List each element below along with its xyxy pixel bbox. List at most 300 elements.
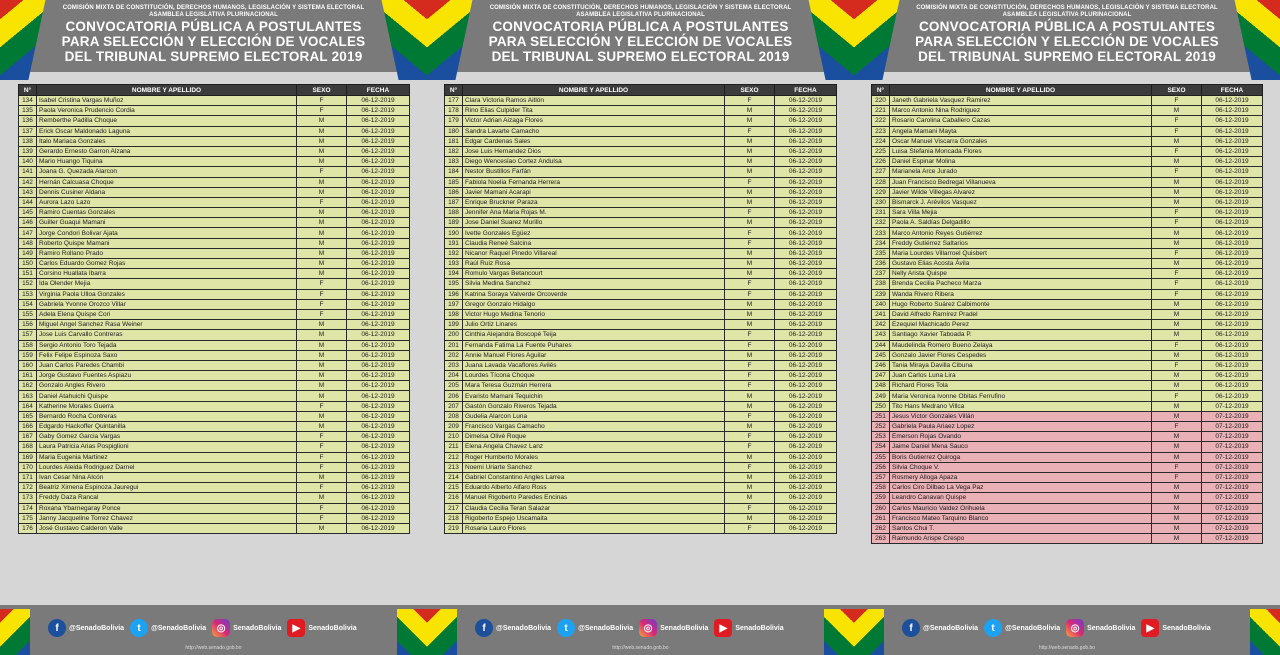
cell-num: 192 bbox=[445, 248, 463, 258]
youtube-link[interactable]: ▶ SenadoBolivia bbox=[287, 619, 356, 637]
cell-sex: M bbox=[1152, 320, 1202, 330]
cell-sex: M bbox=[297, 136, 347, 146]
table-row bbox=[872, 197, 1263, 207]
cell-date: 06-12-2019 bbox=[775, 289, 837, 299]
cell-name: Gudelia Alarcon Luna bbox=[463, 411, 725, 421]
table-row bbox=[445, 238, 837, 248]
cell-date: 06-12-2019 bbox=[347, 472, 410, 482]
cell-name: Victor Hugo Medina Tenorio bbox=[463, 309, 725, 319]
cell-date: 06-12-2019 bbox=[775, 401, 837, 411]
cell-sex: M bbox=[297, 126, 347, 136]
cell-num: 215 bbox=[445, 483, 463, 493]
cell-num: 143 bbox=[19, 187, 37, 197]
cell-sex: M bbox=[725, 116, 775, 126]
cell-sex: M bbox=[297, 391, 347, 401]
cell-num: 261 bbox=[872, 513, 890, 523]
table-row bbox=[445, 116, 837, 126]
cell-num: 263 bbox=[872, 534, 890, 544]
cell-sex: M bbox=[297, 238, 347, 248]
cell-date: 06-12-2019 bbox=[775, 503, 837, 513]
cell-name: Dimelsa Olivé Roque bbox=[463, 432, 725, 442]
cell-date: 06-12-2019 bbox=[775, 238, 837, 248]
cell-sex: M bbox=[297, 228, 347, 238]
cell-name: Mara Teresa Guzmán Herrera bbox=[463, 381, 725, 391]
cell-date: 06-12-2019 bbox=[775, 493, 837, 503]
cell-num: 236 bbox=[872, 259, 890, 269]
cell-name: Ida Olender Mejia bbox=[37, 279, 297, 289]
facebook-link[interactable]: f @SenadoBolivia bbox=[48, 619, 124, 637]
cell-date: 06-12-2019 bbox=[775, 472, 837, 482]
table-row bbox=[19, 432, 410, 442]
cell-sex: M bbox=[297, 350, 347, 360]
cell-sex: M bbox=[1152, 187, 1202, 197]
cell-date: 06-12-2019 bbox=[347, 96, 410, 106]
cell-date: 06-12-2019 bbox=[775, 422, 837, 432]
cell-name: Gabriel Constantino Angles Larrea bbox=[463, 472, 725, 482]
instagram-link[interactable]: ◎ SenadoBolivia bbox=[639, 619, 708, 637]
cell-sex: M bbox=[1152, 299, 1202, 309]
cell-num: 241 bbox=[872, 309, 890, 319]
youtube-link[interactable]: ▶ SenadoBolivia bbox=[714, 619, 783, 637]
instagram-link[interactable]: ◎ SenadoBolivia bbox=[1066, 619, 1135, 637]
panel-1 bbox=[0, 0, 427, 655]
cell-sex: M bbox=[1152, 432, 1202, 442]
cell-name: Remberthe Padilla Choque bbox=[37, 116, 297, 126]
social-links bbox=[48, 619, 357, 637]
cell-num: 214 bbox=[445, 472, 463, 482]
cell-name: Gastón Gonzalo Riveros Tejada bbox=[463, 401, 725, 411]
cell-date: 06-12-2019 bbox=[775, 126, 837, 136]
cell-sex: F bbox=[725, 238, 775, 248]
cell-num: 202 bbox=[445, 350, 463, 360]
cell-num: 205 bbox=[445, 381, 463, 391]
cell-date: 06-12-2019 bbox=[347, 279, 410, 289]
cell-name: Richard Flores Tola bbox=[890, 381, 1152, 391]
table-row bbox=[19, 462, 410, 472]
cell-name: Gaby Gomez Garcia Vargas bbox=[37, 432, 297, 442]
twitter-icon: t bbox=[130, 619, 148, 637]
table-row bbox=[445, 96, 837, 106]
cell-num: 189 bbox=[445, 218, 463, 228]
cell-name: Tania Miraya Davilla Cibuna bbox=[890, 360, 1152, 370]
table-row bbox=[872, 269, 1263, 279]
panel-3 bbox=[854, 0, 1280, 655]
cell-date: 06-12-2019 bbox=[347, 523, 410, 533]
cell-sex: F bbox=[1152, 360, 1202, 370]
cell-sex: M bbox=[725, 309, 775, 319]
table-row bbox=[19, 269, 410, 279]
cell-name: Wanda Rivero Ribera bbox=[890, 289, 1152, 299]
table-row bbox=[872, 534, 1263, 544]
table-row bbox=[872, 452, 1263, 462]
cell-sex: F bbox=[1152, 269, 1202, 279]
cell-sex: M bbox=[1152, 381, 1202, 391]
cell-date: 07-12-2019 bbox=[1202, 401, 1263, 411]
table-row bbox=[445, 411, 837, 421]
cell-sex: M bbox=[725, 146, 775, 156]
table-row bbox=[872, 167, 1263, 177]
cell-sex: F bbox=[1152, 116, 1202, 126]
table-row bbox=[445, 299, 837, 309]
cell-num: 230 bbox=[872, 197, 890, 207]
cell-name: Enrique Bruckner Paraza bbox=[463, 197, 725, 207]
table-row bbox=[445, 279, 837, 289]
cell-name: Guiller Guaqui Mamani bbox=[37, 218, 297, 228]
footer-banner bbox=[427, 605, 854, 655]
cell-name: Jose Luis Hernandez Dios bbox=[463, 146, 725, 156]
cell-sex: M bbox=[725, 218, 775, 228]
footer-banner bbox=[0, 605, 427, 655]
cell-name: Diego Wenceslao Cortez Andulsa bbox=[463, 157, 725, 167]
cell-sex: M bbox=[297, 472, 347, 482]
cell-num: 180 bbox=[445, 126, 463, 136]
cell-sex: M bbox=[1152, 259, 1202, 269]
cell-name: Noemi Uriarte Sanchez bbox=[463, 462, 725, 472]
cell-sex: F bbox=[1152, 422, 1202, 432]
table-row bbox=[872, 218, 1263, 228]
cell-sex: F bbox=[725, 96, 775, 106]
table-row bbox=[445, 513, 837, 523]
cell-name: Marco Antonio Reyes Gutiérrez bbox=[890, 228, 1152, 238]
facebook-icon: f bbox=[48, 619, 66, 637]
col-header-name: NOMBRE Y APELLIDO bbox=[463, 85, 725, 96]
table-row bbox=[445, 136, 837, 146]
cell-name: Hernán Calcuasa Choque bbox=[37, 177, 297, 187]
cell-num: 259 bbox=[872, 493, 890, 503]
cell-name: Francisco Vargas Camacho bbox=[463, 422, 725, 432]
table-row bbox=[445, 259, 837, 269]
footer-url[interactable]: http://web.senado.gob.bo bbox=[1038, 645, 1096, 651]
cell-name: Maria Eugenia Martinez bbox=[37, 452, 297, 462]
cell-sex: F bbox=[725, 462, 775, 472]
table-row bbox=[445, 228, 837, 238]
cell-num: 176 bbox=[19, 523, 37, 533]
candidates-table-2 bbox=[444, 84, 837, 534]
cell-date: 06-12-2019 bbox=[775, 320, 837, 330]
cell-num: 211 bbox=[445, 442, 463, 452]
cell-date: 06-12-2019 bbox=[775, 106, 837, 116]
cell-name: Jorge Gustavo Fuentes Aspiazu bbox=[37, 371, 297, 381]
cell-date: 06-12-2019 bbox=[347, 340, 410, 350]
cell-num: 151 bbox=[19, 269, 37, 279]
table-row bbox=[872, 187, 1263, 197]
cell-date: 06-12-2019 bbox=[775, 452, 837, 462]
cell-name: Ivan Cesar Nina Alcón bbox=[37, 472, 297, 482]
youtube-icon: ▶ bbox=[714, 619, 732, 637]
table-row bbox=[872, 391, 1263, 401]
twitter-link[interactable]: t @SenadoBolivia bbox=[984, 619, 1060, 637]
cell-name: Gonzalo Javier Flores Cespedes bbox=[890, 350, 1152, 360]
cell-num: 213 bbox=[445, 462, 463, 472]
cell-name: Jennifer Ana Maria Rojas M. bbox=[463, 208, 725, 218]
cell-num: 225 bbox=[872, 146, 890, 156]
cell-name: Roger Humberto Morales bbox=[463, 452, 725, 462]
twitter-link[interactable]: t @SenadoBolivia bbox=[557, 619, 633, 637]
cell-sex: M bbox=[1152, 106, 1202, 116]
cell-date: 06-12-2019 bbox=[347, 197, 410, 207]
cell-name: Jose Daniel Suarez Murillo bbox=[463, 218, 725, 228]
table-row bbox=[19, 360, 410, 370]
table-row bbox=[19, 106, 410, 116]
cell-num: 231 bbox=[872, 208, 890, 218]
cell-name: Beatriz Ximena Espinoza Jauregui bbox=[37, 483, 297, 493]
cell-name: Katherine Morales Guerra bbox=[37, 401, 297, 411]
cell-date: 07-12-2019 bbox=[1202, 432, 1263, 442]
table-row bbox=[19, 126, 410, 136]
cell-num: 171 bbox=[19, 472, 37, 482]
cell-sex: F bbox=[1152, 289, 1202, 299]
cell-num: 249 bbox=[872, 391, 890, 401]
cell-name: Gerardo Ernesto Garron Alzana bbox=[37, 146, 297, 156]
cell-num: 242 bbox=[872, 320, 890, 330]
cell-sex: F bbox=[1152, 167, 1202, 177]
cell-name: Leandro Canavan Quispe bbox=[890, 493, 1152, 503]
cell-date: 06-12-2019 bbox=[347, 401, 410, 411]
cell-sex: M bbox=[725, 472, 775, 482]
cell-name: Juan Francisco Bedregal Villanueva bbox=[890, 177, 1152, 187]
header-subtitle: COMISIÓN MIXTA DE CONSTITUCIÓN, DERECHOS HUMANOS, LEGISLACIÓN Y SISTEMA ELECTORAL ASAMBLEA LEGISLATIVA PLURINACIONAL bbox=[489, 5, 792, 18]
cell-num: 150 bbox=[19, 259, 37, 269]
cell-sex: M bbox=[725, 350, 775, 360]
table-row bbox=[19, 116, 410, 126]
cell-num: 207 bbox=[445, 401, 463, 411]
cell-date: 06-12-2019 bbox=[775, 269, 837, 279]
cell-sex: M bbox=[297, 411, 347, 421]
cell-num: 223 bbox=[872, 126, 890, 136]
cell-name: Bismarck J. Arévilos Vasquez bbox=[890, 197, 1152, 207]
cell-num: 257 bbox=[872, 472, 890, 482]
col-header-num: N° bbox=[19, 85, 37, 96]
cell-date: 06-12-2019 bbox=[775, 462, 837, 472]
cell-sex: F bbox=[1152, 340, 1202, 350]
cell-date: 06-12-2019 bbox=[775, 177, 837, 187]
cell-num: 234 bbox=[872, 238, 890, 248]
cell-date: 06-12-2019 bbox=[775, 136, 837, 146]
cell-name: Boris Gutierrez Quiroga bbox=[890, 452, 1152, 462]
cell-num: 162 bbox=[19, 381, 37, 391]
social-links bbox=[902, 619, 1211, 637]
cell-sex: F bbox=[1152, 391, 1202, 401]
cell-num: 226 bbox=[872, 157, 890, 167]
cell-sex: F bbox=[297, 513, 347, 523]
table-row bbox=[445, 248, 837, 258]
cell-sex: F bbox=[1152, 218, 1202, 228]
cell-name: Daniel Espinar Molina bbox=[890, 157, 1152, 167]
cell-date: 06-12-2019 bbox=[1202, 238, 1263, 248]
cell-sex: F bbox=[297, 503, 347, 513]
cell-num: 159 bbox=[19, 350, 37, 360]
cell-num: 145 bbox=[19, 208, 37, 218]
table-row bbox=[19, 228, 410, 238]
twitter-icon: t bbox=[984, 619, 1002, 637]
cell-date: 06-12-2019 bbox=[775, 299, 837, 309]
youtube-link[interactable]: ▶ SenadoBolivia bbox=[1141, 619, 1210, 637]
cell-sex: M bbox=[725, 157, 775, 167]
cell-name: Raimundo Arispe Crespo bbox=[890, 534, 1152, 544]
cell-sex: F bbox=[297, 96, 347, 106]
table-row bbox=[19, 411, 410, 421]
cell-date: 06-12-2019 bbox=[1202, 309, 1263, 319]
table-row bbox=[19, 177, 410, 187]
cell-num: 170 bbox=[19, 462, 37, 472]
table-row bbox=[872, 299, 1263, 309]
cell-num: 191 bbox=[445, 238, 463, 248]
cell-date: 06-12-2019 bbox=[347, 289, 410, 299]
cell-sex: M bbox=[297, 330, 347, 340]
cell-num: 260 bbox=[872, 503, 890, 513]
cell-name: Maria Lourdes Villarroel Quisbert bbox=[890, 248, 1152, 258]
cell-date: 06-12-2019 bbox=[1202, 116, 1263, 126]
table-row bbox=[872, 340, 1263, 350]
cell-date: 06-12-2019 bbox=[347, 259, 410, 269]
cell-name: Roberto Quispe Mamani bbox=[37, 238, 297, 248]
cell-date: 06-12-2019 bbox=[347, 177, 410, 187]
cell-name: Mario Huango Tiquina bbox=[37, 157, 297, 167]
instagram-link[interactable]: ◎ SenadoBolivia bbox=[212, 619, 281, 637]
cell-num: 254 bbox=[872, 442, 890, 452]
table-row bbox=[19, 208, 410, 218]
cell-name: Victor Adrian Aizaga Flores bbox=[463, 116, 725, 126]
cell-name: Rigoberto Espejo Uscamaita bbox=[463, 513, 725, 523]
cell-date: 06-12-2019 bbox=[347, 422, 410, 432]
cell-num: 247 bbox=[872, 371, 890, 381]
twitter-link[interactable]: t @SenadoBolivia bbox=[130, 619, 206, 637]
cell-sex: M bbox=[725, 187, 775, 197]
cell-date: 06-12-2019 bbox=[347, 371, 410, 381]
cell-date: 06-12-2019 bbox=[347, 452, 410, 462]
cell-name: Felix Felipe Espinoza Saxo bbox=[37, 350, 297, 360]
cell-date: 06-12-2019 bbox=[347, 238, 410, 248]
cell-num: 164 bbox=[19, 401, 37, 411]
header-title: CONVOCATORIA PÚBLICA A POSTULANTES PARA SELECCIÓN Y ELECCIÓN DE VOCALES DEL TRIBUNAL SUPREMO ELECTORAL 2019 bbox=[61, 19, 366, 64]
cell-sex: F bbox=[1152, 248, 1202, 258]
cell-sex: F bbox=[1152, 279, 1202, 289]
cell-date: 06-12-2019 bbox=[775, 330, 837, 340]
cell-num: 147 bbox=[19, 228, 37, 238]
table-row bbox=[872, 472, 1263, 482]
cell-date: 06-12-2019 bbox=[775, 350, 837, 360]
cell-name: Freddy Gutiérrez Saltarios bbox=[890, 238, 1152, 248]
cell-date: 06-12-2019 bbox=[347, 248, 410, 258]
table-row bbox=[445, 472, 837, 482]
cell-date: 06-12-2019 bbox=[775, 259, 837, 269]
cell-date: 06-12-2019 bbox=[775, 228, 837, 238]
cell-date: 06-12-2019 bbox=[775, 96, 837, 106]
cell-num: 134 bbox=[19, 96, 37, 106]
table-row bbox=[19, 493, 410, 503]
cell-name: Juan Carlos Luna Lira bbox=[890, 371, 1152, 381]
table-row bbox=[445, 208, 837, 218]
cell-num: 158 bbox=[19, 340, 37, 350]
cell-num: 200 bbox=[445, 330, 463, 340]
table-row bbox=[19, 320, 410, 330]
cell-sex: M bbox=[1152, 442, 1202, 452]
cell-date: 06-12-2019 bbox=[775, 442, 837, 452]
table-row bbox=[872, 442, 1263, 452]
cell-num: 194 bbox=[445, 269, 463, 279]
cell-num: 235 bbox=[872, 248, 890, 258]
cell-date: 06-12-2019 bbox=[1202, 299, 1263, 309]
cell-name: Santos Chui T. bbox=[890, 523, 1152, 533]
cell-sex: M bbox=[725, 269, 775, 279]
cell-num: 255 bbox=[872, 452, 890, 462]
cell-date: 06-12-2019 bbox=[775, 411, 837, 421]
cell-date: 06-12-2019 bbox=[1202, 197, 1263, 207]
cell-date: 06-12-2019 bbox=[775, 208, 837, 218]
cell-num: 178 bbox=[445, 106, 463, 116]
table-row bbox=[872, 330, 1263, 340]
cell-num: 208 bbox=[445, 411, 463, 421]
facebook-link[interactable]: f @SenadoBolivia bbox=[902, 619, 978, 637]
facebook-link[interactable]: f @SenadoBolivia bbox=[475, 619, 551, 637]
cell-date: 06-12-2019 bbox=[1202, 259, 1263, 269]
table-row bbox=[872, 157, 1263, 167]
cell-date: 06-12-2019 bbox=[347, 503, 410, 513]
cell-sex: M bbox=[1152, 350, 1202, 360]
footer-url[interactable]: http://web.senado.gob.bo bbox=[185, 645, 242, 651]
footer-url[interactable]: http://web.senado.gob.bo bbox=[612, 645, 669, 651]
cell-name: Carlos Eduardo Gomez Rojas bbox=[37, 259, 297, 269]
table-row bbox=[19, 187, 410, 197]
cell-name: David Alfredo Ramírez Pradel bbox=[890, 309, 1152, 319]
cell-num: 141 bbox=[19, 167, 37, 177]
cell-name: Raúl Ruiz Rosa bbox=[463, 259, 725, 269]
cell-date: 06-12-2019 bbox=[775, 381, 837, 391]
cell-name: Gabriela Yvonne Orozco Villar bbox=[37, 299, 297, 309]
cell-date: 06-12-2019 bbox=[1202, 371, 1263, 381]
cell-sex: M bbox=[297, 218, 347, 228]
cell-sex: M bbox=[297, 422, 347, 432]
cell-name: Hugo Roberto Suárez Calbimonte bbox=[890, 299, 1152, 309]
cell-sex: M bbox=[1152, 513, 1202, 523]
table-row bbox=[872, 289, 1263, 299]
cell-sex: M bbox=[297, 208, 347, 218]
cell-date: 06-12-2019 bbox=[775, 371, 837, 381]
cell-date: 06-12-2019 bbox=[347, 146, 410, 156]
cell-name: Erick Oscar Maldonado Laguna bbox=[37, 126, 297, 136]
cell-name: Santiago Xavier Taboada P. bbox=[890, 330, 1152, 340]
cell-sex: M bbox=[297, 259, 347, 269]
cell-name: Evaristo Mamani Tequichin bbox=[463, 391, 725, 401]
cell-num: 253 bbox=[872, 432, 890, 442]
cell-date: 06-12-2019 bbox=[347, 116, 410, 126]
cell-date: 06-12-2019 bbox=[347, 513, 410, 523]
cell-name: Gustavo Elias Acosta Ávila bbox=[890, 259, 1152, 269]
table-row bbox=[445, 462, 837, 472]
facebook-icon: f bbox=[475, 619, 493, 637]
cell-date: 07-12-2019 bbox=[1202, 503, 1263, 513]
cell-num: 232 bbox=[872, 218, 890, 228]
cell-sex: F bbox=[297, 167, 347, 177]
cell-date: 06-12-2019 bbox=[1202, 269, 1263, 279]
header-subtitle: COMISIÓN MIXTA DE CONSTITUCIÓN, DERECHOS HUMANOS, LEGISLACIÓN Y SISTEMA ELECTORAL ASAMBLEA LEGISLATIVA PLURINACIONAL bbox=[916, 5, 1218, 18]
cell-num: 196 bbox=[445, 289, 463, 299]
cell-date: 06-12-2019 bbox=[347, 391, 410, 401]
cell-sex: M bbox=[297, 340, 347, 350]
cell-num: 217 bbox=[445, 503, 463, 513]
cell-num: 160 bbox=[19, 360, 37, 370]
cell-sex: M bbox=[297, 146, 347, 156]
cell-sex: M bbox=[297, 493, 347, 503]
table-row bbox=[872, 96, 1263, 106]
table-row bbox=[19, 330, 410, 340]
col-header-sex: SEXO bbox=[1152, 85, 1202, 96]
cell-sex: F bbox=[297, 452, 347, 462]
table-row bbox=[19, 197, 410, 207]
cell-sex: M bbox=[1152, 330, 1202, 340]
cell-date: 07-12-2019 bbox=[1202, 483, 1263, 493]
cell-name: Bernardo Rocha Contreras bbox=[37, 411, 297, 421]
